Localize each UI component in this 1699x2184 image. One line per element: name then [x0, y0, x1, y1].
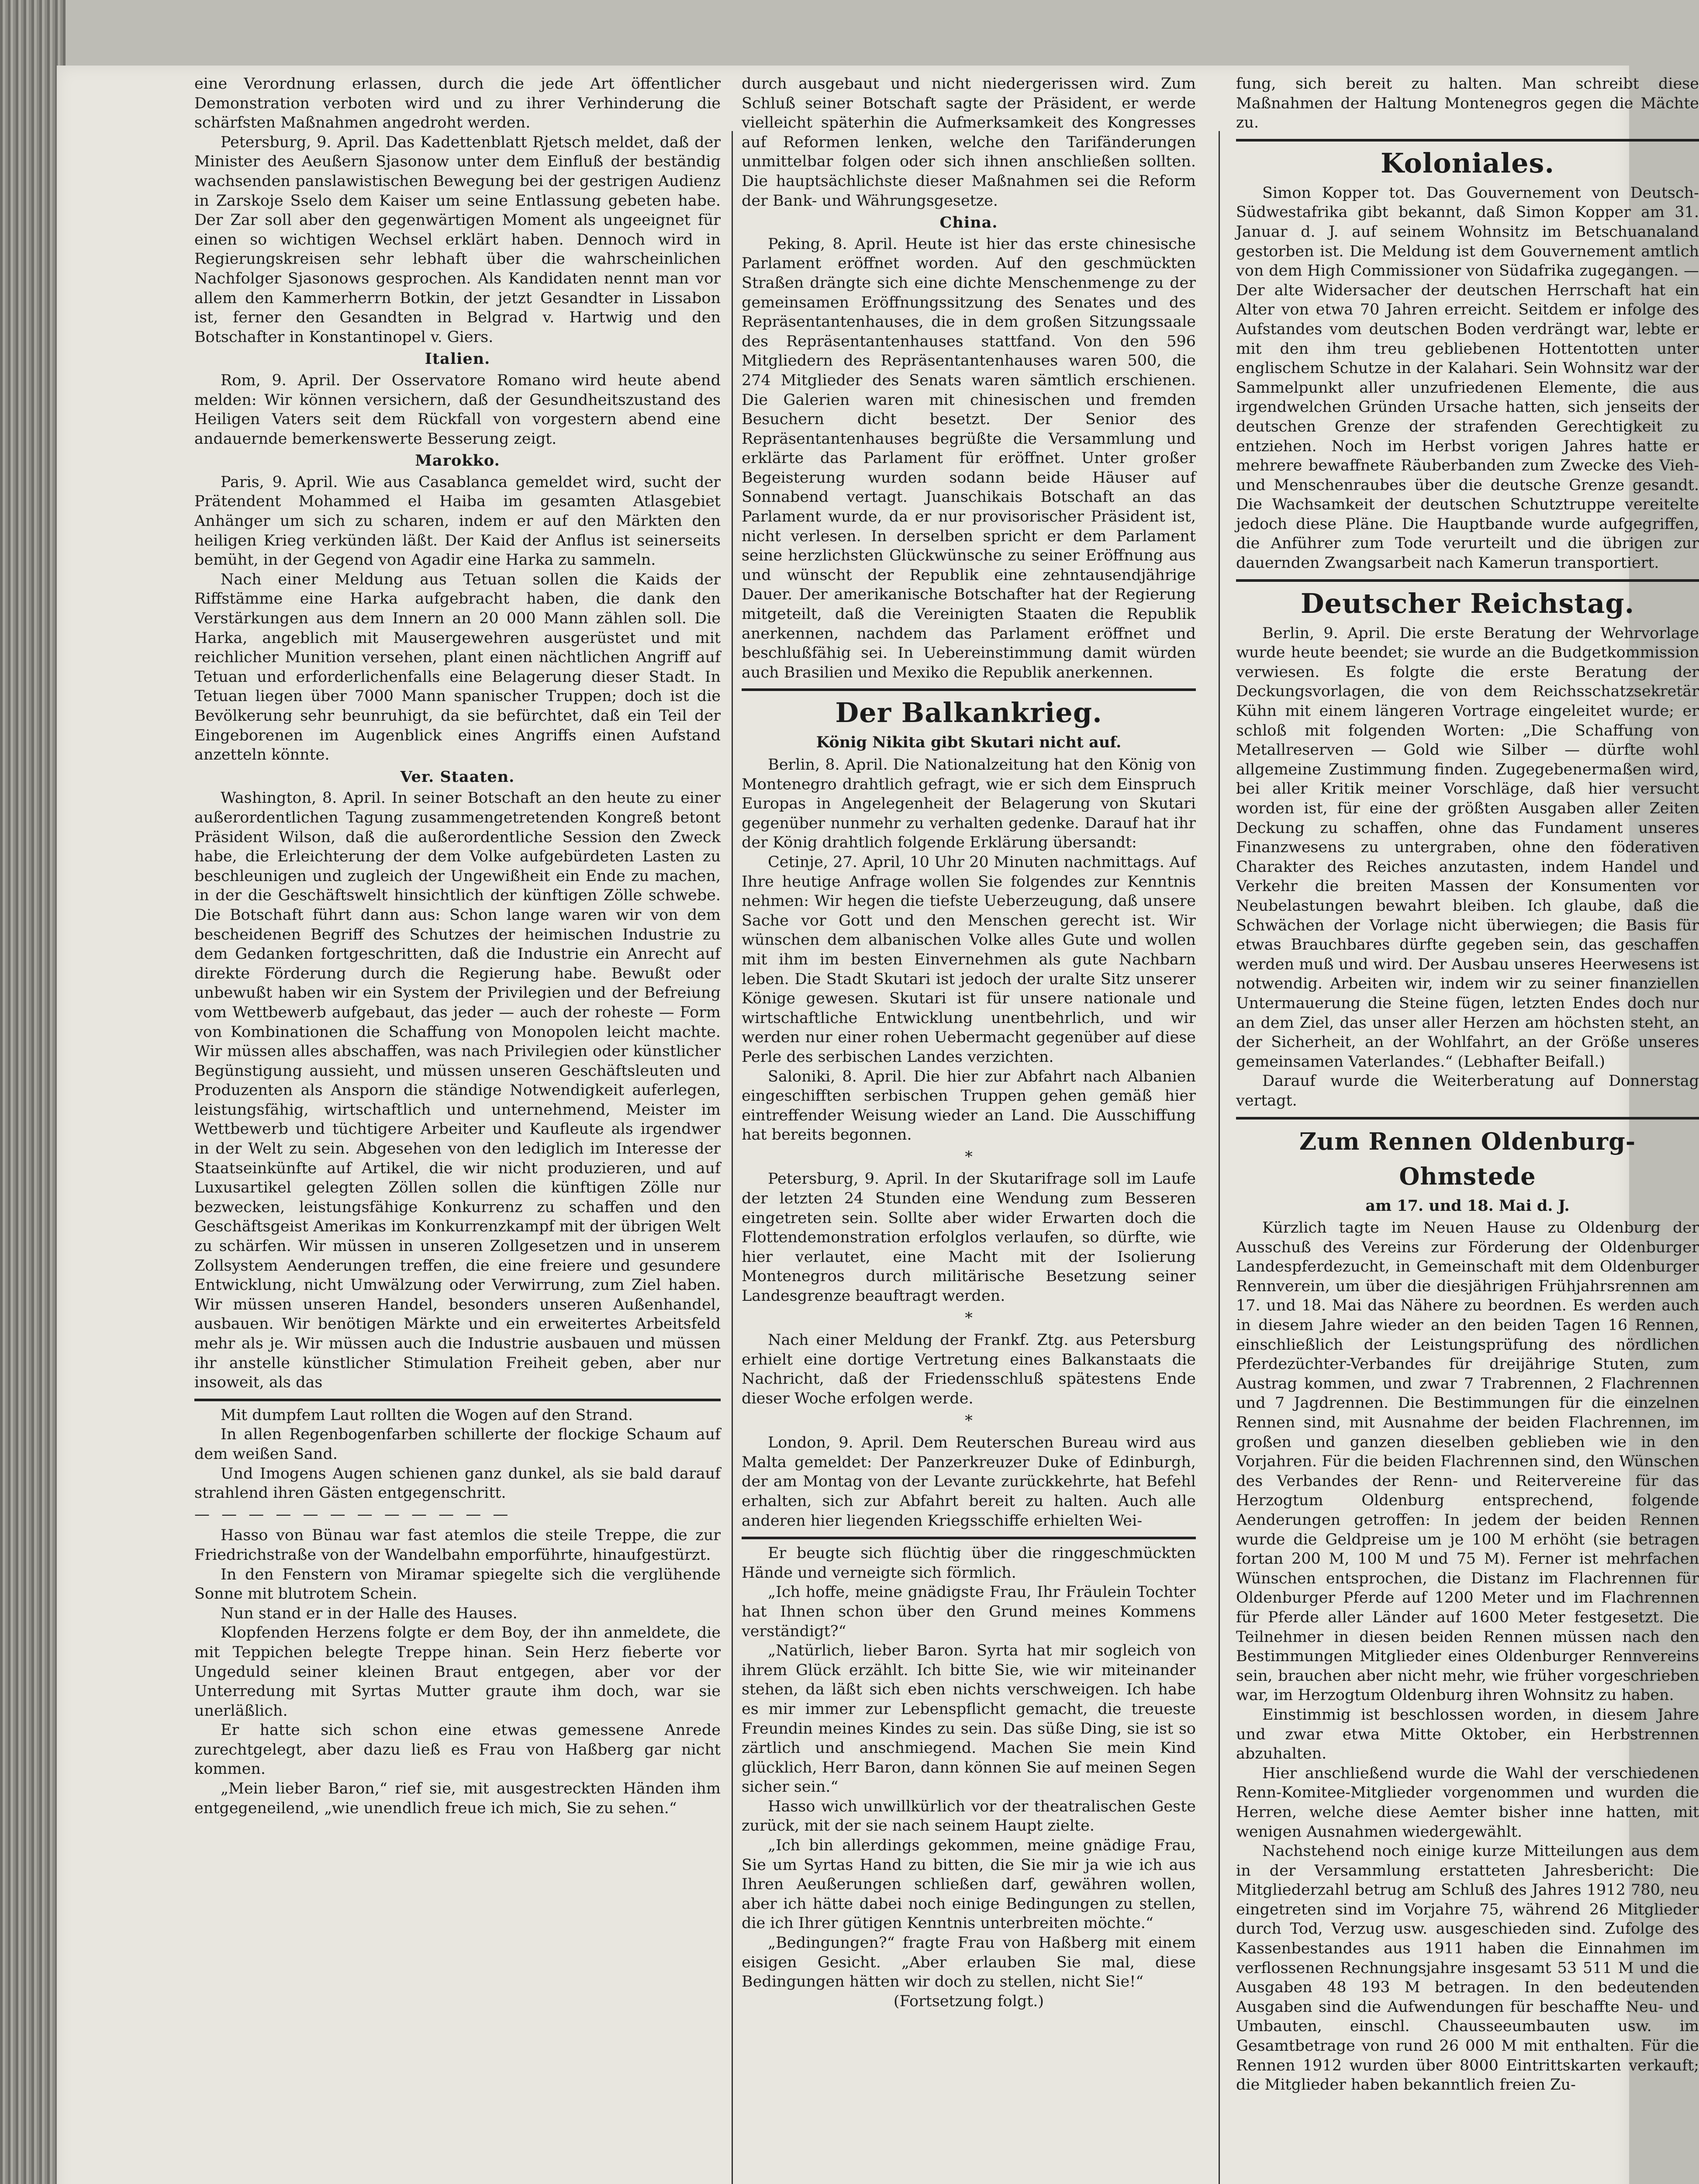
feuilleton-paragraph: „Ich hoffe, meine gnädigste Frau, Ihr Fräulein Tochter hat Ihnen schon über den Grund meines Kommens verständigt?“ — [742, 1583, 1196, 1640]
feuilleton-divider — [194, 1399, 721, 1401]
section-heading-ver-staaten: Ver. Staaten. — [400, 767, 515, 786]
feuilleton-paragraph: Er beugte sich flüchtig über die ringgeschmückten Hände und verneigte sich förmlich. — [742, 1545, 1196, 1582]
feuilleton-paragraph: Nun stand er in der Halle des Hauses. — [221, 1604, 518, 1622]
paragraph: Cetinje, 27. April, 10 Uhr 20 Minuten nachmittags. Auf Ihre heutige Anfrage wollen Sie folgendes zur Kenntnis nehmen: Wir hegen die tiefste Ueberzeugung, daß unsere Sache vor Gott und den Menschen gerecht ist. Wir wünschen dem albanischen Volke alles Gute und wollen mit ihm im besten Einvernehmen als gute Nachbarn leben. Die Stadt Skutari ist jedoch der uralte Sitz unserer Könige gewesen. Skutari ist für unsere nationale und wirtschaftliche Entwicklung unentbehrlich, und wir werden nur einer rohen Uebermacht gegenüber auf diese Perle des serbischen Landes verzichten. — [742, 853, 1196, 1066]
feuilleton-paragraph: „Mein lieber Baron,“ rief sie, mit ausgestreckten Händen ihm entgegeneilend, „wie unendlich freue ich mich, Sie zu sehen.“ — [194, 1780, 721, 1817]
feuilleton-paragraph: Er hatte sich schon eine etwas gemessene Anrede zurechtgelegt, aber dazu ließ es Frau von Haßberg gar nicht kommen. — [194, 1721, 721, 1778]
paragraph: Berlin, 9. April. Die erste Beratung der Wehrvorlage wurde heute beendet; sie wurde an die Budgetkommission verwiesen. Es folgte die erste Beratung der Deckungsvorlagen, die von dem Reichsschatzsekretär Kühn mit einem längeren Vortrage eingeleitet wurde; er schloß mit folgenden Worten: „Die Schaffung von Metallreserven — Gold wie Silber — dürfte wohl allgemeine Zustimmung finden. Zugegebenermaßen wird, bei aller Kritik meiner Vorschläge, daß hier versucht worden ist, für eine der größten Ausgaben aller Zeiten Deckung zu schaffen, ohne das Fundament unseres Finanzwesens zu untergraben, ohne den föderativen Charakter des Reiches anzutasten, indem Handel und Verkehr die breiten Massen der Konsumenten vor Neubelastungen bewahrt bleiben. Ich glaube, daß die Schwächen der Vorlage nicht überwiegen; die Basis für etwas Brauchbares dürfte gegeben sein, das geschaffen werden muß und wird. Der Ausbau unseres Heerwesens ist notwendig. Arbeiten wir, indem wir zu seiner finanziellen Untermauerung die Steine fügen, letzten Endes doch nur an dem Ziel, das unser aller Herzen am höchsten steht, an der Sicherheit, an der Wohlfahrt, an der Größe unseres gemeinsamen Vaterlandes.“ (Lebhafter Beifall.) — [1236, 624, 1699, 1071]
section-heading-italien: Italien. — [425, 350, 490, 368]
paragraph: Nach einer Meldung aus Tetuan sollen die Kaids der Riffstämme eine Harka aufgebracht haben, die dank den Verstärkungen aus dem Innern an 20 000 Mann zählen soll. Die Harka, angeblich mit Mausergewehren ausgerüstet und mit reichlicher Munition versehen, plant einen nächtlichen Angriff auf Tetuan und erforderlichenfalls eine Belagerung dieser Stadt. In Tetuan liegen über 7000 Mann spanischer Truppen; doch ist die Bevölkerung sehr beunruhigt, da sie befürchtet, daß ein Teil der Eingeborenen im Augenblick eines Angriffs einen Aufstand anzetteln könnte. — [194, 570, 721, 764]
asterisk-separator: * — [965, 1412, 973, 1430]
section-heading-rennen: Zum Rennen Oldenburg-Ohmstede — [1299, 1127, 1636, 1190]
article-subheading: König Nikita gibt Skutari nicht auf. — [816, 733, 1122, 752]
paragraph: Petersburg, 9. April. In der Skutarifrage soll im Laufe der letzten 24 Stunden eine Wendung zum Besseren eingetreten sein. Sollte aber wider Erwarten doch die Flottendemonstration erfolglos verlaufen, so dürfte, wie hier verlautet, eine Macht mit der Isolierung Montenegros durch militärische Besetzung seiner Landesgrenze beauftragt werden. — [742, 1170, 1196, 1305]
section-divider — [1236, 579, 1699, 582]
feuilleton-divider — [742, 1537, 1196, 1539]
feuilleton-paragraph: Klopfenden Herzens folgte er dem Boy, der ihn anmeldete, die mit Teppichen belegte Treppe hinan. Sein Herz fieberte vor Ungeduld seiner kleinen Braut entgegen, aber vor der Unterredung mit Syrtas Mutter graute ihm doch, war sie unerläßlich. — [194, 1624, 721, 1720]
section-heading-reichstag: Deutscher Reichstag. — [1300, 587, 1635, 619]
paragraph: Rom, 9. April. Der Osservatore Romano wird heute abend melden: Wir können versichern, daß der Gesundheitszustand des Heiligen Vaters seit dem Rückfall von vorgestern abend eine andauernde bemerkenswerte Besserung zeigt. — [194, 371, 721, 448]
feuilleton-paragraph: Hasso wich unwillkürlich vor der theatralischen Geste zurück, mit der sie nach seinem Haupt zielte. — [742, 1797, 1196, 1835]
section-heading-koloniales: Koloniales. — [1380, 147, 1555, 179]
feuilleton-paragraph: In den Fenstern von Miramar spiegelte sich die verglühende Sonne mit blutrotem Schein. — [194, 1565, 721, 1603]
section-divider — [742, 688, 1196, 691]
feuilleton-paragraph: Hasso von Bünau war fast atemlos die steile Treppe, die zur Friedrichstraße von der Wandelbahn emporführte, hinaufgestürzt. — [194, 1527, 721, 1564]
paragraph: Washington, 8. April. In seiner Botschaft an den heute zu einer außerordentlichen Tagung zusammengetretenden Kongreß betont Präsident Wilson, daß die außerordentliche Session den Zweck habe, die Erleichterung der dem Volke aufgebürdeten Lasten zu beschleunigen und zugleich der Ungewißheit ein Ende zu machen, in der die Geschäftswelt hinsichtlich der künftigen Zölle schwebe. Die Botschaft führt dann aus: Schon lange waren wir von dem bescheidenen Begriff des Schutzes der heimischen Industrie zu dem Gedanken fortgeschritten, daß die Industrie ein Anrecht auf direkte Förderung durch die Regierung habe. Bewußt oder unbewußt haben wir ein System der Privilegien und der Befreiung vom Wettbewerb aufgebaut, das jeder — auch der roheste — Form von Kombinationen die Schaffung von Monopolen leicht machte. Wir müssen alles abschaffen, was nach Privilegien oder künstlicher Begünstigung aussieht, und müssen unseren Geschäftsleuten und Produzenten als Ansporn die ständige Notwendigkeit auferlegen, leistungsfähig, wirtschaftlich und unternehmend, Meister im Wettbewerb und tüchtigere Arbeiter und Kaufleute als irgendwer in der Welt zu sein. Abgesehen von den lediglich im Interesse der Staatseinkünfte auf Artikel, die wir nicht produzieren, und auf Luxusartikel gelegten Zöllen sollen die künftigen Zölle nur bezwecken, leistungsfähige Konkurrenz zu schaffen und den Geschäftsgeist Amerikas im Konkurrenzkampf mit der übrigen Welt zu schärfen. Wir müssen in unseren Zollgesetzen und in unserem Zollsystem Aenderungen treffen, die eine freiere und gesundere Entwicklung, nicht Umwälzung oder Verwirrung, zum Ziel haben. Wir müssen unseren Handel, besonders unseren Außenhandel, ausbauen. Wir benötigen Märkte und ein erweitertes Arbeitsfeld mehr als je. Wir müssen auch die Industrie ausbauen und müssen ihr anstelle künstlicher Stimulation Freiheit geben, aber nur insoweit, als das — [194, 789, 721, 1392]
section-heading-balkankrieg: Der Balkankrieg. — [835, 697, 1102, 729]
feuilleton-paragraph: Mit dumpfem Laut rollten die Wogen auf den Strand. — [221, 1406, 633, 1424]
feuilleton-paragraph: „Bedingungen?“ fragte Frau von Haßberg mit einem eisigen Gesicht. „Aber erlauben Sie mal, diese Bedingungen hätten wir doch zu stellen, nicht Sie!“ — [742, 1934, 1196, 1991]
paragraph: Simon Kopper tot. Das Gouvernement von Deutsch-Südwestafrika gibt bekannt, daß Simon Kopper am 31. Januar d. J. auf seinem Wohnsitz im Betschuanaland gestorben ist. Die Meldung ist dem Gouvernement amtlich von dem High Commissioner von Südafrika zugegangen. — Der alte Widersacher der deutschen Herrschaft hat ein Alter von etwa 70 Jahren erreicht. Seitdem er infolge des Aufstandes vom deutschen Boden verdrängt war, lebte er mit den ihm treu gebliebenen Hottentotten unter englischem Schutze in der Kalahari. Sein Wohnsitz war der Sammelpunkt aller unzufriedenen Elemente, die aus irgendwelchen Gründen Ursache hatten, sich jenseits der deutschen Grenze der strafenden Gerechtigkeit zu entziehen. Noch im Herbst vorigen Jahres hatte er mehrere bewaffnete Räuberbanden zum Zwecke des Vieh- und Menschenraubes über die deutsche Grenze gesandt. Die Wachsamkeit der deutschen Schutztruppe vereitelte jedoch diese Pläne. Die Hauptbande wurde aufgegriffen, die Anführer zum Tode verurteilt und die übrigen zur dauernden Zwangsarbeit nach Kamerun transportiert. — [1236, 184, 1699, 572]
paragraph: Petersburg, 9. April. Das Kadettenblatt Rjetsch meldet, daß der Minister des Aeußern Sjasonow unter dem Einfluß der beständig wachsenden panslawistischen Bewegung bei der gestrigen Audienz in Zarskoje Sselo dem Kaiser um seine Entlassung gebeten habe. Der Zar soll aber den gegenwärtigen Moment als ungeeignet für einen so wichtigen Wechsel erklärt haben. Dennoch wird in Regierungskreisen sehr lebhaft über die wahrscheinlichen Nachfolger Sjasonows gesprochen. Als Kandidaten nennt man vor allem den Kammerherrn Botkin, der jetzt Gesandter in Lissabon ist, ferner den Gesandten in Belgrad v. Hartwig und den Botschafter in Konstantinopel v. Giers. — [194, 133, 721, 346]
paragraph: eine Verordnung erlassen, durch die jede Art öffentlicher Demonstration verboten wird und zu ihrer Verhinderung die schärfsten Maßnahmen angedroht werden. — [194, 75, 721, 132]
feuilleton-paragraph: „Ich bin allerdings gekommen, meine gnädige Frau, Sie um Syrtas Hand zu bitten, die Sie mir ja wie ich aus Ihren Aeußerungen schließen darf, gewähren wollen, aber ich hätte dabei noch einige Bedingungen zu stellen, die ich Ihrer gütigen Kenntnis unterbreiten möchte.“ — [742, 1837, 1196, 1932]
column-rule — [732, 131, 733, 2184]
paragraph: Saloniki, 8. April. Die hier zur Abfahrt nach Albanien eingeschifften serbischen Truppen gehen gemäß hier eintreffender Weisung wieder an Land. Die Ausschiffung hat bereits begonnen. — [742, 1068, 1196, 1144]
paragraph: Darauf wurde die Weiterberatung auf Donnerstag vertagt. — [1236, 1072, 1699, 1109]
continuation-note: (Fortsetzung folgt.) — [893, 1992, 1044, 2010]
paragraph: Nach einer Meldung der Frankf. Ztg. aus Petersburg erhielt eine dortige Vertretung eines Balkanstaats die Nachricht, daß der Friedensschluß spätestens Ende dieser Woche erfolgen werde. — [742, 1331, 1196, 1407]
paragraph: Kürzlich tagte im Neuen Hause zu Oldenburg der Ausschuß des Vereins zur Förderung der Oldenburger Landespferdezucht, in Gemeinschaft mit dem Oldenburger Rennverein, um über die diesjährigen Frühjahrsrennen am 17. und 18. Mai das Nähere zu beordnen. Es werden auch in diesem Jahre wieder an den beiden Tagen 16 Rennen, einschließlich der Leistungsprüfung des nördlichen Pferdezüchter-Verbandes für dreijährige Stuten, zum Austrag kommen, und zwar 7 Trabrennen, 2 Flachrennen und 7 Jagdrennen. Die Bestimmungen für die einzelnen Rennen sind, mit Ausnahme der beiden Flachrennen, im großen und ganzen dieselben geblieben wie in den Vorjahren. Für die beiden Flachrennen sind, den Wünschen des Verbandes der Renn- und Reitervereine für das Herzogtum Oldenburg entsprechend, folgende Aenderungen getroffen: In jedem der beiden Rennen wurde die Geldpreise um je 100 M erhöht (sie betragen fortan 200 M, 100 M und 75 M). Ferner ist mehrfachen Wünschen entsprochen, die Distanz im Flachrennen für Oldenburger Pferde auf 1200 Meter und im Flachrennen für Pferde aller Länder auf 1600 Meter festgesetzt. Die Teilnehmer in diesen beiden Rennen müssen nach den Bestimmungen Mitglieder eines Oldenburger Rennvereins sein, brauchen aber nicht mehr, wie früher vorgeschrieben war, im Herzogtum Oldenburg ihren Wohnsitz zu haben. — [1236, 1219, 1699, 1704]
paragraph: Berlin, 8. April. Die Nationalzeitung hat den König von Montenegro drahtlich gefragt, wie er sich dem Einspruch Europas in Angelegenheit der Belagerung von Skutari gegenüber nunmehr zu verhalten gedenke. Darauf hat ihr der König drahtlich folgende Erklärung übersandt: — [742, 756, 1196, 852]
paragraph: Paris, 9. April. Wie aus Casablanca gemeldet wird, sucht der Prätendent Mohammed el Haiba im gesamten Atlasgebiet Anhänger um sich zu scharen, indem er auf den Märkten den heiligen Krieg verkünden läßt. Der Kaid der Anflus ist seinerseits bemüht, in der Gegend von Agadir eine Harka zu sammeln. — [194, 473, 721, 569]
column-rule — [1219, 131, 1220, 2184]
asterisk-separator: * — [965, 1309, 973, 1327]
newspaper-page — [57, 66, 1699, 2184]
column-3 — [1236, 74, 1699, 2095]
section-divider — [1236, 1117, 1699, 1120]
section-heading-china: China. — [939, 214, 998, 232]
article-subheading: am 17. und 18. Mai d. J. — [1365, 1196, 1570, 1215]
asterisk-separator: * — [965, 1148, 973, 1166]
paragraph: London, 9. April. Dem Reuterschen Bureau wird aus Malta gemeldet: Der Panzerkreuzer Duke of Edinburgh, der am Montag von der Levante zurückkehrte, hat Befehl erhalten, sich zur Abfahrt bereit zu halten. Auch alle anderen hier liegenden Kriegsschiffe erhielten Wei- — [742, 1434, 1196, 1530]
book-binding — [0, 0, 66, 2184]
feuilleton-paragraph: Und Imogens Augen schienen ganz dunkel, als sie bald darauf strahlend ihren Gästen entgegenschritt. — [194, 1465, 721, 1502]
paragraph: Peking, 8. April. Heute ist hier das erste chinesische Parlament eröffnet worden. Auf den geschmückten Straßen drängte sich eine dichte Menschenmenge zu der gemeinsamen Eröffnungssitzung des Senates und des Repräsentantenhauses, die in dem großen Sitzungssaale des Repräsentantenhauses stattfand. Von den 596 Mitgliedern des Repräsentantenhauses waren 500, die 274 Mitglieder des Senats waren sämtlich erschienen. Die Galerien waren mit chinesischen und fremden Besuchern dicht besetzt. Der Senior des Repräsentantenhauses begrüßte die Versammlung und erklärte das Parlament für eröffnet. Unter großer Begeisterung wurden sodann beide Häuser auf Sonnabend vertagt. Juanschikais Botschaft an das Parlament wurde, da er nur provisorischer Präsident ist, nicht verlesen. In derselben spricht er dem Parlament seine herzlichsten Glückwünsche zu seiner Eröffnung aus und wünscht der Republik eine zehntausendjährige Dauer. Der amerikanische Botschafter hat der Regierung mitgeteilt, daß die Vereinigten Staaten die Republik anerkennen, nachdem das Parlament eröffnet und beschlußfähig sei. In Uebereinstimmung damit würden auch Brasilien und Mexiko die Republik anerkennen. — [742, 235, 1196, 681]
paragraph: Einstimmig ist beschlossen worden, in diesem Jahre und zwar etwa Mitte Oktober, ein Herbstrennen abzuhalten. — [1236, 1706, 1699, 1763]
paragraph: fung, sich bereit zu halten. Man schreibt diese Maßnahmen der Haltung Montenegros gegen die Mächte zu. — [1236, 75, 1699, 132]
column-1 — [194, 74, 721, 1818]
column-2 — [742, 74, 1196, 2011]
paragraph: Hier anschließend wurde die Wahl der verschiedenen Renn-Komitee-Mitglieder vorgenommen und wurden die Herren, welche diese Aemter bisher inne hatten, mit wenigen Ausnahmen wiedergewählt. — [1236, 1764, 1699, 1841]
dash-separator: — — — — — — — — — — — — — [194, 1505, 512, 1523]
section-heading-marokko: Marokko. — [415, 452, 500, 470]
paragraph: Nachstehend noch einige kurze Mitteilungen aus dem in der Versammlung erstatteten Jahresbericht: Die Mitgliederzahl betrug am Schluß des Jahres 1912 780, neu eingetreten sind im Vorjahre 75, während 26 Mitglieder durch Tod, Verzug usw. ausgeschieden sind. Zufolge des Kassenbestandes aus 1911 haben die Einnahmen im verflossenen Rechnungsjahre insgesamt 53 511 M und die Ausgaben 48 193 M betragen. In den bedeutenden Ausgaben sind die Aufwendungen für beschaffte Neu- und Umbauten, einschl. Chausseeumbauten usw. im Gesamtbetrage von rund 26 000 M mit enthalten. Für die Rennen 1912 wurden über 8000 Eintrittskarten verkauft; die Mitglieder haben bekanntlich freien Zu- — [1236, 1842, 1699, 2094]
feuilleton-paragraph: In allen Regenbogenfarben schillerte der flockige Schaum auf dem weißen Sand. — [194, 1426, 721, 1463]
paragraph: durch ausgebaut und nicht niedergerissen wird. Zum Schluß seiner Botschaft sagte der Präsident, er werde vielleicht späterhin die Aufmerksamkeit des Kongresses auf Reformen lenken, welche den Tarifänderungen unmittelbar folgen oder sich ihnen anschließen sollten. Die hauptsächlichste dieser Maßnahmen sei die Reform der Bank- und Währungsgesetze. — [742, 75, 1196, 210]
feuilleton-paragraph: „Natürlich, lieber Baron. Syrta hat mir sogleich von ihrem Glück erzählt. Ich bitte Sie, wie wir miteinander stehen, da läßt sich eben nichts verschweigen. Ich habe es mir immer zur Lebenspflicht gemacht, die treueste Freundin meines Kindes zu sein. Das süße Ding, sie ist so zärtlich und anschmiegend. Machen Sie mein Kind glücklich, Herr Baron, dann können Sie auf meinen Segen sicher sein.“ — [742, 1642, 1196, 1796]
section-divider — [1236, 139, 1699, 142]
